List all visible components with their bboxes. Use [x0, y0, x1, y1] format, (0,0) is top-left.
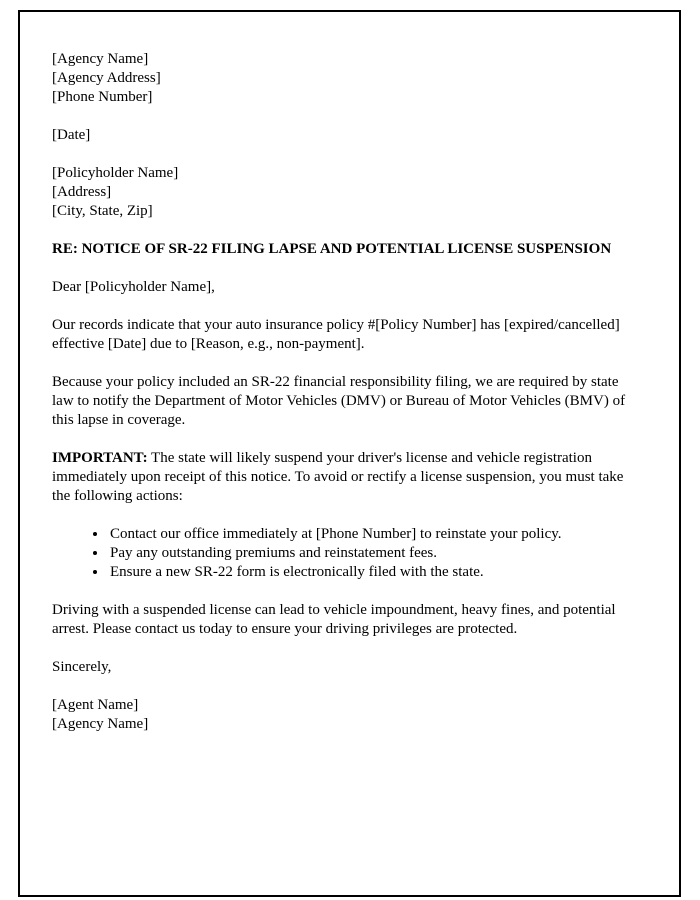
recipient-address: [Address]: [52, 184, 112, 200]
action-item-contact: • Contact our office immediately at [Phone Number] to reinstate your policy.: [108, 525, 643, 544]
signature-agent-name: [Agent Name]: [52, 697, 139, 713]
paragraph-policy-lapse: Our records indicate that your auto insurance policy #[Policy Number] has [expired/cancelled] effective [Date] due to [Reason, e.g., non-payment].: [52, 317, 620, 352]
sender-phone-number: [Phone Number]: [52, 89, 153, 105]
sender-agency-name: [Agency Name]: [52, 51, 149, 67]
recipient-block: [52, 164, 643, 221]
action-item-pay: • Pay any outstanding premiums and reinstatement fees.: [108, 544, 643, 563]
paragraph-important: [52, 449, 643, 506]
recipient-name: [Policyholder Name]: [52, 165, 179, 181]
action-list: [52, 525, 643, 582]
recipient-city-state-zip: [City, State, Zip]: [52, 203, 153, 219]
important-label: IMPORTANT:: [52, 450, 148, 466]
closing: Sincerely,: [52, 659, 112, 675]
paragraph-sr22-requirement: Because your policy included an SR-22 financial responsibility filing, we are required by state law to notify the Department of Motor Vehicles (DMV) or Bureau of Motor Vehicles (BMV) of this lapse in coverage.: [52, 374, 626, 428]
subject-line: RE: NOTICE OF SR-22 FILING LAPSE AND POTENTIAL LICENSE SUSPENSION: [52, 241, 612, 257]
letter-date: [Date]: [52, 127, 91, 143]
signature-block: [52, 696, 643, 734]
letter-page: [18, 10, 681, 897]
signature-agency-name: [Agency Name]: [52, 716, 149, 732]
letter-content: [20, 12, 679, 783]
sender-block: [52, 50, 643, 107]
action-item-sr22-form: • Ensure a new SR-22 form is electronically filed with the state.: [108, 563, 643, 582]
paragraph-warning: Driving with a suspended license can lead to vehicle impoundment, heavy fines, and potential arrest. Please contact us today to ensure your driving privileges are protected.: [52, 602, 616, 637]
important-text: The state will likely suspend your driver's license and vehicle registration immediately upon receipt of this notice. To avoid or rectify a license suspension, you must take the following actions:: [52, 450, 624, 504]
salutation: Dear [Policyholder Name],: [52, 279, 215, 295]
sender-agency-address: [Agency Address]: [52, 70, 161, 86]
date-block: [52, 126, 643, 145]
